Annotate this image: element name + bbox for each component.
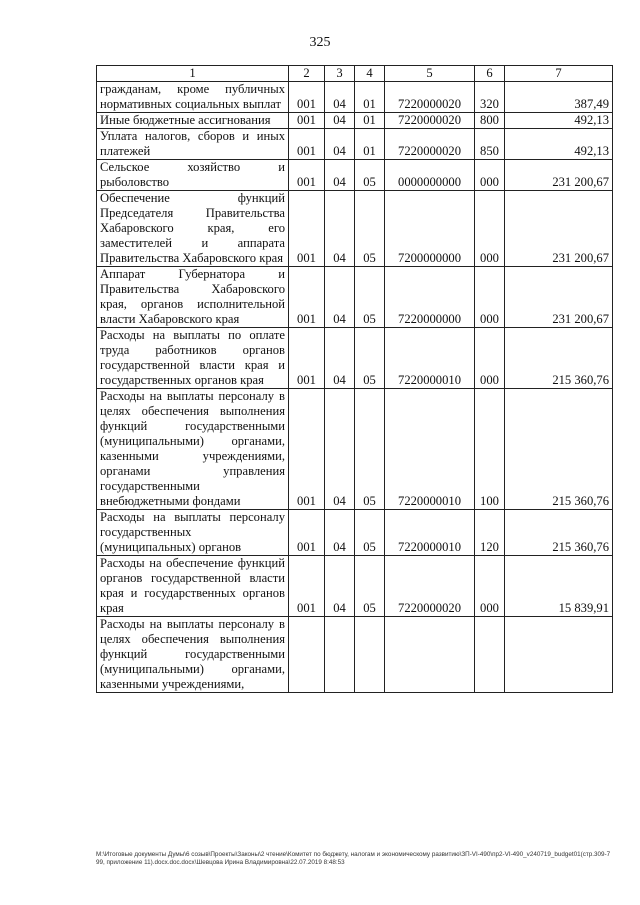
row-name: Аппарат Губернатора и Правительства Хабаровского края, органов исполнительной власти Хабаровского края <box>97 267 289 328</box>
row-code-6: 000 <box>475 556 505 617</box>
row-amount: 231 200,67 <box>505 160 613 191</box>
row-code-4: 05 <box>355 267 385 328</box>
row-code-3: 04 <box>325 82 355 113</box>
budget-table <box>96 65 613 693</box>
row-amount <box>505 617 613 693</box>
col-header-4: 4 <box>355 66 385 82</box>
row-code-5: 0000000000 <box>385 160 475 191</box>
row-amount: 387,49 <box>505 82 613 113</box>
row-code-4: 05 <box>355 389 385 510</box>
row-code-3: 04 <box>325 328 355 389</box>
row-name: Иные бюджетные ассигнования <box>97 113 289 129</box>
col-header-3: 3 <box>325 66 355 82</box>
row-amount: 231 200,67 <box>505 191 613 267</box>
row-amount: 492,13 <box>505 113 613 129</box>
row-code-4: 05 <box>355 510 385 556</box>
table-row <box>97 82 613 113</box>
row-code-2: 001 <box>289 82 325 113</box>
page-number: 325 <box>309 35 331 50</box>
row-code-3: 04 <box>325 191 355 267</box>
row-code-5: 7220000010 <box>385 328 475 389</box>
table-row <box>97 160 613 191</box>
row-code-6: 000 <box>475 267 505 328</box>
row-code-6: 000 <box>475 328 505 389</box>
row-code-2: 001 <box>289 191 325 267</box>
row-code-6: 320 <box>475 82 505 113</box>
col-header-6: 6 <box>475 66 505 82</box>
row-code-4: 05 <box>355 328 385 389</box>
row-code-3: 04 <box>325 389 355 510</box>
table-row <box>97 267 613 328</box>
table-row <box>97 191 613 267</box>
row-code-2: 001 <box>289 113 325 129</box>
row-code-3: 04 <box>325 113 355 129</box>
row-code-5: 7220000000 <box>385 267 475 328</box>
row-code-3: 04 <box>325 510 355 556</box>
table-row <box>97 113 613 129</box>
table-row <box>97 328 613 389</box>
row-code-2: 001 <box>289 328 325 389</box>
row-code-6: 850 <box>475 129 505 160</box>
row-name: гражданам, кроме публичных нормативных социальных выплат <box>97 82 289 113</box>
row-amount: 215 360,76 <box>505 510 613 556</box>
row-code-3 <box>325 617 355 693</box>
row-code-2: 001 <box>289 510 325 556</box>
table-row <box>97 389 613 510</box>
row-code-5: 7220000010 <box>385 510 475 556</box>
row-code-5: 7220000020 <box>385 556 475 617</box>
table-row <box>97 510 613 556</box>
row-code-2: 001 <box>289 556 325 617</box>
table-row <box>97 617 613 693</box>
row-code-6 <box>475 617 505 693</box>
row-name: Расходы на обеспечение функций органов государственной власти края и государственных органов края <box>97 556 289 617</box>
file-path-footer: M:\Итоговые документы Думы\6 созыв\Проекты\Законы\2 чтение\Комитет по бюджету, налогам и экономическому развитию\ЗП-VI-490\пр2-VI-490_v240719_budget01(стр.309-799, приложение 11).docx.doc.docx\Шевцова Ирина Владимировна\22.07.2019 8:48:53 <box>96 851 611 866</box>
row-code-2: 001 <box>289 389 325 510</box>
row-code-3: 04 <box>325 267 355 328</box>
row-name: Расходы на выплаты по оплате труда работников органов государственной власти края и государственных органов края <box>97 328 289 389</box>
row-code-6: 000 <box>475 160 505 191</box>
table-row <box>97 556 613 617</box>
row-name: Расходы на выплаты персоналу государственных (муниципальных) органов <box>97 510 289 556</box>
row-code-5: 7220000020 <box>385 82 475 113</box>
row-code-2: 001 <box>289 267 325 328</box>
table-row <box>97 129 613 160</box>
row-amount: 492,13 <box>505 129 613 160</box>
row-code-3: 04 <box>325 556 355 617</box>
row-name: Сельское хозяйство и рыболовство <box>97 160 289 191</box>
col-header-7: 7 <box>505 66 613 82</box>
row-code-6: 120 <box>475 510 505 556</box>
row-code-4 <box>355 617 385 693</box>
row-code-3: 04 <box>325 129 355 160</box>
row-code-5: 7220000020 <box>385 129 475 160</box>
row-code-2: 001 <box>289 160 325 191</box>
row-name: Расходы на выплаты персоналу в целях обеспечения выполнения функций государственными (муниципальными) органами, казенными учреждениями, органами управления государственными внебюджетными фондами <box>97 389 289 510</box>
row-amount: 215 360,76 <box>505 328 613 389</box>
row-code-4: 05 <box>355 191 385 267</box>
row-amount: 15 839,91 <box>505 556 613 617</box>
row-code-6: 100 <box>475 389 505 510</box>
row-code-5: 7220000010 <box>385 389 475 510</box>
row-code-5: 7220000020 <box>385 113 475 129</box>
row-code-6: 800 <box>475 113 505 129</box>
col-header-1: 1 <box>97 66 289 82</box>
col-header-5: 5 <box>385 66 475 82</box>
row-code-4: 05 <box>355 556 385 617</box>
row-amount: 231 200,67 <box>505 267 613 328</box>
row-name: Уплата налогов, сборов и иных платежей <box>97 129 289 160</box>
row-code-5 <box>385 617 475 693</box>
row-code-5: 7200000000 <box>385 191 475 267</box>
row-code-3: 04 <box>325 160 355 191</box>
row-code-2: 001 <box>289 129 325 160</box>
col-header-2: 2 <box>289 66 325 82</box>
row-code-4: 01 <box>355 113 385 129</box>
row-name: Обеспечение функций Председателя Правительства Хабаровского края, его заместителей и аппарата Правительства Хабаровского края <box>97 191 289 267</box>
row-name: Расходы на выплаты персоналу в целях обеспечения выполнения функций государственными (муниципальными) органами, казенными учреждениями, <box>97 617 289 693</box>
header-row <box>97 66 613 82</box>
row-amount: 215 360,76 <box>505 389 613 510</box>
row-code-2 <box>289 617 325 693</box>
row-code-4: 05 <box>355 160 385 191</box>
row-code-4: 01 <box>355 129 385 160</box>
row-code-4: 01 <box>355 82 385 113</box>
row-code-6: 000 <box>475 191 505 267</box>
